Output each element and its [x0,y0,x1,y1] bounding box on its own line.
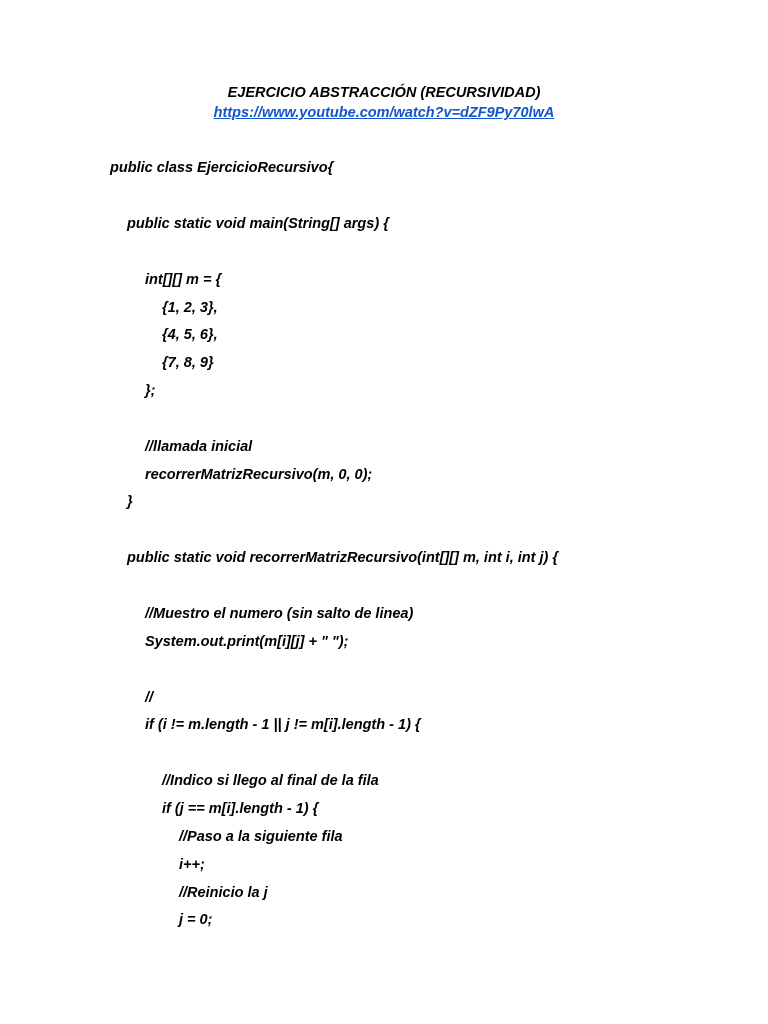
code-line: {7, 8, 9} [162,355,214,371]
code-line: int[][] m = { [145,272,222,288]
code-line: {1, 2, 3}, [162,300,218,316]
document-title: EJERCICIO ABSTRACCIÓN (RECURSIVIDAD) [227,85,541,101]
code-line: System.out.print(m[i][j] + " "); [145,634,349,650]
code-line: //Indico si llego al final de la fila [162,773,379,789]
code-line: public static void main(String[] args) { [127,216,389,232]
youtube-link[interactable]: https://www.youtube.com/watch?v=dZF9Py70lwA [213,105,555,121]
code-line: recorrerMatrizRecursivo(m, 0, 0); [145,467,373,483]
code-line: public static void recorrerMatrizRecursivo(int[][] m, int i, int j) { [127,550,559,566]
code-line: public class EjercicioRecursivo{ [110,160,334,176]
code-line: //Paso a la siguiente fila [179,829,343,845]
code-line: i++; [179,857,205,873]
code-line: //Muestro el numero (sin salto de linea) [145,606,414,622]
code-line: } [127,494,133,510]
code-line: // [145,690,154,706]
code-line: if (i != m.length - 1 || j != m[i].length - 1) { [145,717,421,733]
code-line: j = 0; [179,912,213,928]
code-line: {4, 5, 6}, [162,327,218,343]
code-line: }; [145,383,156,399]
code-line: //llamada inicial [145,439,253,455]
code-line: if (j == m[i].length - 1) { [162,801,319,817]
code-line: //Reinicio la j [179,885,268,901]
